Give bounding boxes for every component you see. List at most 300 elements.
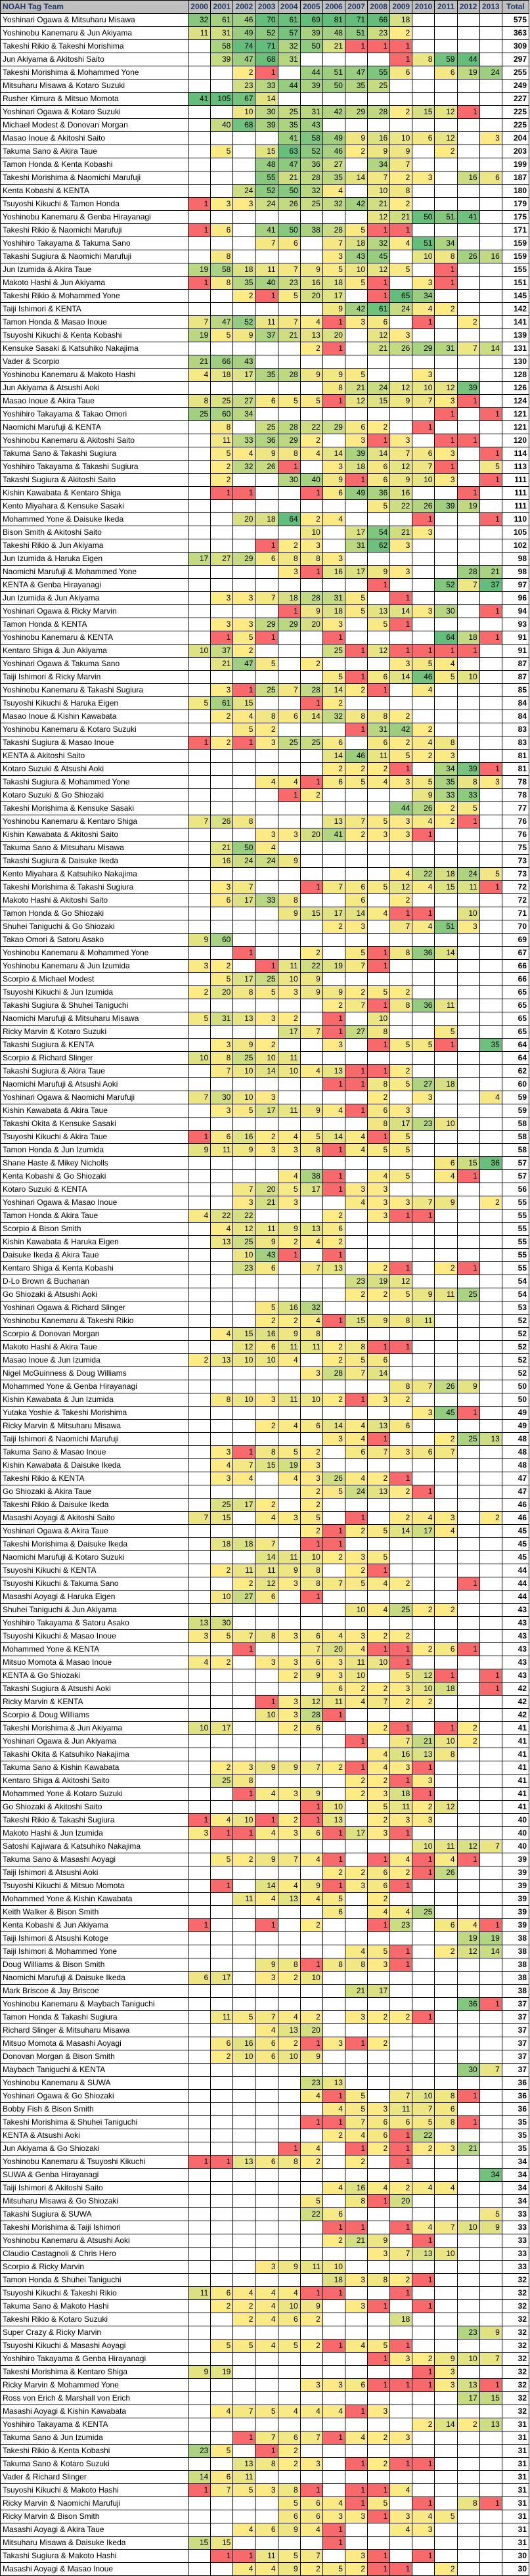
year-value-cell (188, 1170, 211, 1183)
year-value-cell (435, 158, 457, 171)
year-value-cell (479, 79, 502, 93)
year-value-cell (479, 1288, 502, 1301)
year-value-cell (278, 658, 300, 671)
year-value-cell (300, 2248, 322, 2261)
year-value-cell: 18 (435, 1078, 457, 1091)
year-value-cell: 10 (233, 1393, 255, 1407)
year-value-cell: 32 (368, 237, 390, 250)
year-value-cell: 18 (322, 2274, 345, 2287)
year-value-cell (278, 2090, 300, 2103)
year-value-cell: 14 (322, 1420, 345, 1433)
year-value-cell: 3 (345, 2274, 367, 2287)
year-value-cell (188, 1643, 211, 1656)
total-cell: 55 (502, 1209, 529, 1223)
year-value-cell (457, 513, 479, 526)
year-value-cell: 62 (368, 539, 390, 553)
year-value-cell (233, 2510, 255, 2523)
year-value-cell (322, 947, 345, 960)
year-value-cell (233, 145, 255, 158)
team-name-cell: Yoshinobu Kanemaru & Tsuyoshi Kikuchi (1, 2156, 188, 2169)
year-value-cell (479, 2024, 502, 2037)
year-value-cell (345, 1972, 367, 1985)
year-value-cell (322, 1722, 345, 1735)
year-value-cell: 9 (300, 605, 322, 618)
year-value-cell: 8 (457, 2497, 479, 2510)
year-value-cell: 3 (435, 395, 457, 408)
year-value-cell: 36 (457, 1998, 479, 2011)
year-value-cell (479, 2339, 502, 2353)
year-value-cell (345, 1118, 367, 1131)
year-value-cell: 11 (255, 2550, 278, 2563)
year-value-cell (278, 1538, 300, 1551)
year-value-cell: 2 (390, 1866, 412, 1880)
year-value-cell (255, 579, 278, 592)
year-value-cell: 1 (412, 2379, 435, 2392)
year-value-cell (322, 2156, 345, 2169)
total-cell: 37 (502, 2064, 529, 2077)
year-value-cell: 1 (390, 1945, 412, 1958)
total-cell: 114 (502, 447, 529, 461)
year-value-cell: 5 (345, 947, 367, 960)
year-value-cell (211, 828, 233, 842)
year-value-cell: 1 (457, 2116, 479, 2129)
year-value-cell (390, 2392, 412, 2405)
year-value-cell: 10 (233, 1814, 255, 1827)
year-value-cell (278, 1932, 300, 1945)
table-row (1, 1209, 529, 1223)
year-value-cell: 24 (255, 198, 278, 211)
year-value-cell: 1 (479, 2497, 502, 2510)
year-value-cell: 5 (233, 723, 255, 736)
year-value-cell: 4 (322, 1104, 345, 1118)
year-value-cell (345, 1932, 367, 1945)
year-value-cell: 4 (412, 303, 435, 316)
year-value-cell (479, 802, 502, 815)
year-value-cell: 1 (412, 513, 435, 526)
table-row (1, 2011, 529, 2024)
year-value-cell: 1 (322, 1144, 345, 1157)
total-cell: 62 (502, 1065, 529, 1078)
year-value-cell: 33 (255, 894, 278, 907)
year-value-cell: 3 (345, 1551, 367, 1564)
year-value-cell (412, 2326, 435, 2339)
year-value-cell (412, 1144, 435, 1157)
year-value-cell: 14 (322, 750, 345, 763)
table-row (1, 66, 529, 79)
table-row (1, 434, 529, 447)
year-value-cell (322, 2445, 345, 2458)
year-value-cell: 6 (435, 1157, 457, 1170)
year-value-cell: 26 (412, 802, 435, 815)
year-value-cell (479, 1354, 502, 1367)
year-value-cell (435, 907, 457, 920)
year-value-cell: 3 (278, 1144, 300, 1157)
year-value-cell: 1 (479, 474, 502, 487)
year-value-cell: 2 (255, 1039, 278, 1052)
year-value-cell: 7 (390, 920, 412, 934)
year-value-cell (457, 2287, 479, 2300)
year-value-cell (457, 1485, 479, 1499)
year-value-cell: 3 (278, 1656, 300, 1669)
year-value-cell: 5 (211, 2445, 233, 2458)
year-value-cell (412, 1880, 435, 1893)
year-value-cell (188, 1538, 211, 1551)
year-value-cell: 4 (211, 1814, 233, 1827)
year-value-cell (322, 2366, 345, 2379)
year-value-cell (322, 1840, 345, 1853)
table-row (1, 1012, 529, 1026)
year-value-cell: 31 (278, 53, 300, 66)
year-value-cell: 10 (390, 132, 412, 145)
total-cell: 64 (502, 1052, 529, 1065)
year-value-cell (435, 2037, 457, 2050)
year-value-cell: 2 (278, 539, 300, 553)
total-cell: 67 (502, 947, 529, 960)
year-value-cell (457, 14, 479, 27)
team-name-cell: Bobby Fish & Bison Smith (1, 2103, 188, 2116)
year-value-cell: 51 (345, 27, 367, 40)
team-name-cell: Yoshinobu Kanemaru & Jun Akiyama (1, 27, 188, 40)
year-value-cell (255, 2169, 278, 2182)
year-value-cell (412, 1972, 435, 1985)
year-value-cell (188, 2392, 211, 2405)
table-row (1, 644, 529, 658)
year-value-cell (368, 1157, 390, 1170)
year-value-cell: 7 (368, 1446, 390, 1459)
year-value-cell: 13 (278, 1893, 300, 1906)
year-value-cell: 3 (435, 2379, 457, 2392)
year-value-cell: 1 (322, 2339, 345, 2353)
table-row (1, 2129, 529, 2142)
year-value-cell: 4 (412, 2221, 435, 2234)
year-value-cell: 34 (233, 408, 255, 421)
year-value-cell (188, 1157, 211, 1170)
year-value-cell (255, 1945, 278, 1958)
year-value-cell: 5 (300, 1512, 322, 1525)
total-cell: 69 (502, 934, 529, 947)
year-value-cell (390, 684, 412, 697)
year-value-cell: 1 (345, 2458, 367, 2471)
year-value-cell: 25 (233, 1052, 255, 1065)
year-value-cell: 3 (479, 776, 502, 789)
table-row (1, 2431, 529, 2445)
year-value-cell: 4 (300, 1893, 322, 1906)
year-value-cell (390, 250, 412, 263)
table-row (1, 1998, 529, 2011)
total-cell: 575 (502, 14, 529, 27)
year-value-cell: 2 (300, 1446, 322, 1459)
year-value-cell (457, 1958, 479, 1972)
year-value-cell (435, 1972, 457, 1985)
year-value-cell (457, 2550, 479, 2563)
team-name-cell: Mohammed Yone & Daisuke Ikeda (1, 513, 188, 526)
year-value-cell: 23 (368, 27, 390, 40)
table-row (1, 2077, 529, 2090)
total-cell: 41 (502, 1748, 529, 1761)
year-value-cell: 9 (435, 1196, 457, 1209)
year-value-cell (278, 1985, 300, 1998)
year-value-cell (255, 500, 278, 513)
year-value-cell: 2 (390, 2182, 412, 2195)
total-cell: 36 (502, 2090, 529, 2103)
year-value-cell (390, 631, 412, 644)
year-value-cell (457, 158, 479, 171)
year-value-cell (457, 1078, 479, 1091)
team-name-cell: Kentaro Shiga & Kenta Kobashi (1, 1262, 188, 1275)
year-value-cell: 40 (300, 474, 322, 487)
year-value-cell (368, 1301, 390, 1315)
year-value-cell: 61 (211, 697, 233, 710)
year-value-cell (300, 671, 322, 684)
column-header-year: 2012 (457, 1, 479, 14)
year-value-cell (255, 2497, 278, 2510)
year-value-cell: 1 (479, 1919, 502, 1932)
year-value-cell: 10 (278, 2050, 300, 2064)
year-value-cell: 3 (233, 618, 255, 631)
year-value-cell (457, 934, 479, 947)
year-value-cell: 6 (435, 1643, 457, 1656)
year-value-cell (188, 1577, 211, 1591)
year-value-cell: 4 (278, 776, 300, 789)
column-header-year: 2010 (412, 1, 435, 14)
year-value-cell: 1 (368, 579, 390, 592)
year-value-cell: 3 (368, 1183, 390, 1196)
year-value-cell: 17 (233, 369, 255, 382)
year-value-cell: 3 (345, 2510, 367, 2523)
team-name-cell: Tsuyoshi Kikuchi & Akira Taue (1, 1131, 188, 1144)
total-cell: 34 (502, 2195, 529, 2208)
year-value-cell: 2 (233, 644, 255, 658)
year-value-cell (255, 2195, 278, 2208)
year-value-cell: 81 (322, 14, 345, 27)
year-value-cell: 8 (278, 894, 300, 907)
year-value-cell (457, 1367, 479, 1380)
year-value-cell (300, 1196, 322, 1209)
year-value-cell: 12 (435, 1801, 457, 1814)
year-value-cell: 20 (233, 513, 255, 526)
year-value-cell (479, 1814, 502, 1827)
year-value-cell (278, 2248, 300, 2261)
year-value-cell: 8 (435, 2116, 457, 2129)
year-value-cell (412, 1104, 435, 1118)
year-value-cell (368, 1380, 390, 1393)
table-row (1, 881, 529, 894)
total-cell: 32 (502, 2326, 529, 2339)
year-value-cell (300, 842, 322, 855)
year-value-cell: 1 (368, 224, 390, 237)
year-value-cell: 7 (278, 263, 300, 277)
year-value-cell (457, 1827, 479, 1840)
year-value-cell: 14 (255, 1065, 278, 1078)
year-value-cell (233, 2195, 255, 2208)
table-row (1, 2287, 529, 2300)
total-cell: 113 (502, 461, 529, 474)
year-value-cell (390, 1407, 412, 1420)
year-value-cell: 1 (300, 1814, 322, 1827)
year-value-cell (368, 2208, 390, 2221)
year-value-cell (479, 303, 502, 316)
year-value-cell: 5 (345, 369, 367, 382)
team-name-cell: Jun Akiyama & Go Shiozaki (1, 2142, 188, 2156)
team-name-cell: Takashi Sugiura & Naomichi Marufuji (1, 250, 188, 263)
total-cell: 48 (502, 1446, 529, 1459)
year-value-cell: 1 (390, 2379, 412, 2392)
year-value-cell: 42 (390, 723, 412, 736)
total-cell: 171 (502, 224, 529, 237)
year-value-cell: 2 (479, 1512, 502, 1525)
year-value-cell: 17 (300, 1183, 322, 1196)
year-value-cell (300, 894, 322, 907)
year-value-cell: 22 (390, 500, 412, 513)
team-name-cell: Richard Slinger & Mitsuharu Misawa (1, 2024, 188, 2037)
year-value-cell (479, 710, 502, 723)
year-value-cell (412, 1065, 435, 1078)
year-value-cell: 6 (278, 2313, 300, 2326)
year-value-cell (300, 1118, 322, 1131)
total-cell: 33 (502, 2248, 529, 2261)
year-value-cell: 5 (278, 2339, 300, 2353)
year-value-cell: 68 (233, 119, 255, 132)
year-value-cell: 6 (255, 2156, 278, 2169)
year-value-cell: 3 (255, 1393, 278, 1407)
year-value-cell: 4 (233, 1472, 255, 1485)
year-value-cell (390, 1183, 412, 1196)
year-value-cell (345, 2050, 367, 2064)
table-row (1, 263, 529, 277)
year-value-cell (412, 842, 435, 855)
year-value-cell (479, 1577, 502, 1591)
year-value-cell: 4 (345, 1643, 367, 1656)
total-cell: 41 (502, 1722, 529, 1735)
year-value-cell (322, 2142, 345, 2156)
year-value-cell (390, 789, 412, 802)
year-value-cell (390, 1157, 412, 1170)
year-value-cell (322, 500, 345, 513)
table-row (1, 960, 529, 973)
year-value-cell (368, 658, 390, 671)
team-name-cell: KENTA & Go Shiozaki (1, 1669, 188, 1683)
year-value-cell (345, 2024, 367, 2037)
year-value-cell: 2 (412, 1604, 435, 1617)
team-name-cell: Tsuyoshi Kikuchi & Haruka Eigen (1, 697, 188, 710)
team-name-cell: Takeshi Rikio & Kotaro Suzuki (1, 2313, 188, 2326)
total-cell: 50 (502, 1380, 529, 1393)
year-value-cell: 9 (278, 2563, 300, 2576)
year-value-cell: 15 (368, 395, 390, 408)
year-value-cell: 1 (412, 316, 435, 329)
year-value-cell: 50 (322, 79, 345, 93)
year-value-cell: 1 (300, 1591, 322, 1604)
year-value-cell (390, 1052, 412, 1065)
year-value-cell: 39 (211, 53, 233, 66)
year-value-cell (390, 1972, 412, 1985)
table-row (1, 1512, 529, 1525)
year-value-cell (188, 684, 211, 697)
column-header-team: NOAH Tag Team (1, 1, 188, 14)
year-value-cell (211, 1985, 233, 1998)
year-value-cell (390, 1367, 412, 1380)
year-value-cell: 17 (345, 566, 367, 579)
year-value-cell (345, 842, 367, 855)
year-value-cell: 1 (300, 1801, 322, 1814)
year-value-cell: 9 (278, 1564, 300, 1577)
year-value-cell: 3 (322, 2379, 345, 2392)
year-value-cell (457, 447, 479, 461)
year-value-cell: 1 (390, 1643, 412, 1656)
year-value-cell (457, 1052, 479, 1065)
total-cell: 32 (502, 2405, 529, 2418)
year-value-cell: 1 (435, 277, 457, 290)
total-cell: 84 (502, 710, 529, 723)
year-value-cell: 30 (255, 106, 278, 119)
year-value-cell (211, 1683, 233, 1696)
year-value-cell (211, 1866, 233, 1880)
year-value-cell (211, 2221, 233, 2234)
year-value-cell (435, 2537, 457, 2550)
year-value-cell (435, 2011, 457, 2024)
year-value-cell: 1 (233, 1788, 255, 1801)
year-value-cell: 6 (345, 421, 367, 434)
year-value-cell: 8 (255, 2458, 278, 2471)
year-value-cell: 8 (300, 1564, 322, 1577)
year-value-cell (479, 1525, 502, 1538)
team-name-cell: Makoto Hashi & Akira Taue (1, 1341, 188, 1354)
year-value-cell: 2 (368, 763, 390, 776)
year-value-cell: 7 (188, 316, 211, 329)
year-value-cell: 2 (435, 145, 457, 158)
year-value-cell: 4 (322, 2182, 345, 2195)
year-value-cell: 1 (368, 2563, 390, 2576)
year-value-cell (278, 2274, 300, 2287)
total-cell: 40 (502, 1814, 529, 1827)
year-value-cell (345, 2353, 367, 2366)
year-value-cell: 30 (435, 605, 457, 618)
year-value-cell (479, 211, 502, 224)
total-cell: 31 (502, 2471, 529, 2484)
year-value-cell: 7 (412, 2103, 435, 2116)
total-cell: 71 (502, 907, 529, 920)
year-value-cell: 8 (233, 815, 255, 828)
year-value-cell: 3 (322, 1433, 345, 1446)
year-value-cell (188, 2116, 211, 2129)
year-value-cell: 1 (435, 434, 457, 447)
year-value-cell: 9 (368, 2234, 390, 2248)
year-value-cell: 1 (457, 1262, 479, 1275)
year-value-cell: 3 (278, 1196, 300, 1209)
year-value-cell: 4 (255, 842, 278, 855)
year-value-cell: 12 (390, 461, 412, 474)
year-value-cell: 7 (390, 447, 412, 461)
year-value-cell (255, 1026, 278, 1039)
year-value-cell: 5 (278, 290, 300, 303)
team-name-cell: Yoshinobu Kanemaru & Atsushi Aoki (1, 2234, 188, 2248)
year-value-cell: 2 (412, 2353, 435, 2366)
year-value-cell (390, 2234, 412, 2248)
year-value-cell (233, 1512, 255, 1525)
year-value-cell: 6 (345, 881, 367, 894)
year-value-cell (479, 2445, 502, 2458)
year-value-cell (479, 2484, 502, 2497)
year-value-cell: 32 (188, 14, 211, 27)
year-value-cell: 7 (278, 1853, 300, 1866)
year-value-cell: 19 (457, 1932, 479, 1945)
year-value-cell: 35 (322, 171, 345, 185)
year-value-cell: 9 (188, 2366, 211, 2379)
table-row (1, 1393, 529, 1407)
year-value-cell (188, 106, 211, 119)
year-value-cell (345, 1209, 367, 1223)
year-value-cell (435, 1985, 457, 1998)
